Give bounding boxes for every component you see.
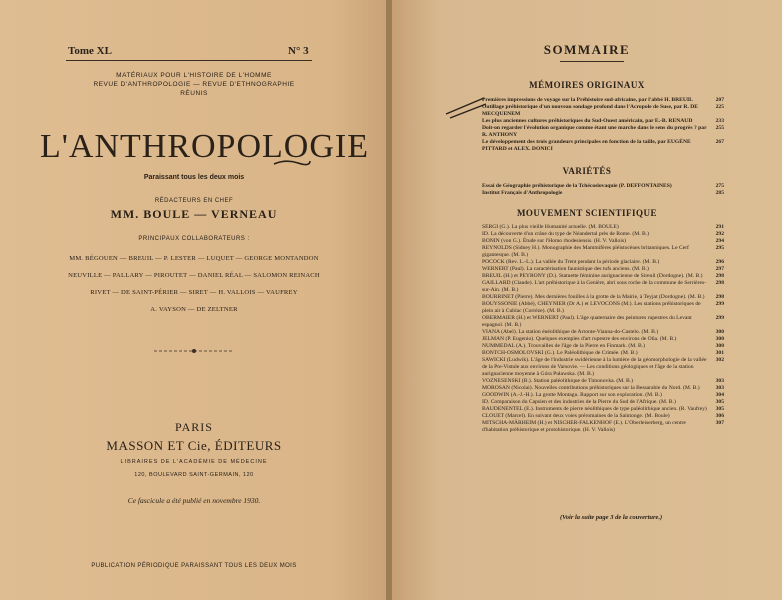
editors-label: RÉDACTEURS EN CHEF	[154, 198, 234, 204]
issue-number: N° 3	[288, 45, 309, 57]
publisher-address: 120, BOULEVARD SAINT-GERMAIN, 120	[134, 472, 254, 478]
toc-entry-text: Institut Français d'Anthropologie	[482, 190, 563, 196]
toc-entry-text: BREUIL (H.) et PEYRONY (D.). Statuette féminine aurignacienne de Sireuil (Dordogne). (M. B.)	[482, 273, 703, 279]
toc-entry-text: ID. Comparaison du Capsien et des industries de la Pierre du Sud de l'Afrique. (M. B.)	[482, 399, 676, 405]
toc-entry	[482, 280, 724, 294]
toc-entry-text: SERGI (G.). La plus vieille Humanité actuelle. (M. BOULE)	[482, 224, 619, 230]
toc-entry-page: 301	[715, 350, 724, 356]
toc-entry-page: 305	[715, 399, 724, 405]
city: PARIS	[175, 420, 213, 434]
publisher: MASSON ET Cie, ÉDITEURS	[106, 438, 282, 453]
publication-note: Ce fascicule a été publié en novembre 1930.	[127, 496, 261, 505]
toc-entry-text: ID. La découverte d'un crâne du type de Néandertal près de Rome. (M. B.)	[482, 231, 650, 237]
toc-entry-page: 255	[715, 125, 724, 131]
toc-entry-text: BOUYSSONIE (Abbé), CHEYNIER (Dr A.) et LEVOCONS (M.). Les stations préhistoriques de plein air à Cublac (Corrèze). (M. B.)	[482, 301, 701, 314]
toc-entry	[482, 224, 724, 231]
toc-entry	[482, 118, 724, 125]
toc-entry-text: JELMAN (P. Eugenio). Quelques exemples d'art rupestre des environs de Oña. (M. B.)	[482, 336, 677, 342]
toc-entry-text: Les plus anciennes cultures préhistoriques du Sud-Ouest américain, par E.-B. RENAUD	[482, 118, 693, 124]
toc-entry	[482, 392, 724, 399]
toc-entry-page: 305	[715, 406, 724, 412]
toc-entry	[482, 357, 724, 378]
subtitle-line-1: MATÉRIAUX POUR L'HISTOIRE DE L'HOMME	[116, 72, 272, 79]
toc-entry-page: 300	[715, 343, 724, 349]
toc-entry-page: 207	[715, 97, 724, 103]
frequency-text: Paraissant tous les deux mois	[143, 174, 245, 181]
pen-check-mark	[444, 94, 488, 120]
toc-entry-page: 303	[715, 385, 724, 391]
mouvement-list	[482, 224, 724, 434]
section-title-varietes: VARIÉTÉS	[562, 166, 612, 176]
sommaire-heading: SOMMAIRE	[543, 42, 631, 57]
section-title-mouvement: MOUVEMENT SCIENTIFIQUE	[516, 208, 658, 218]
toc-entry-page: 299	[715, 315, 724, 321]
toc-entry	[482, 336, 724, 343]
heading-rule	[560, 61, 624, 62]
toc-entry-text: BOURRINET (Pierre). Mes dernières fouilles à la grotte de la Mairie, à Teyjat (Dordogne). (M. B.)	[482, 294, 705, 300]
toc-entry-text: GAILLARD (Claude). L'art préhistorique à la Genière, abri sous roche de la commune de Serrières-sur-Ain. (M. B.)	[482, 280, 707, 293]
toc-entry-page: 302	[715, 357, 724, 363]
toc-entry	[482, 139, 724, 153]
toc-entry-page: 295	[715, 245, 724, 251]
toc-entry-text: SAWICKI (Ludwik). L'âge de l'industrie swidérienne à la lumière de la géomorphologie de la vallée de la Pre-Vistule aux environs de Varsovie. — Les conditions géologiques et l'âge de la station aurignacienne moyenne à Góra Puławska. (M. B.)	[482, 357, 707, 377]
toc-entry-text: NUMMEDAL (A.). Trouvailles de l'âge de la Pierre en Finmark. (M. B.)	[482, 343, 645, 349]
toc-entry-page: 285	[715, 190, 724, 196]
toc-entry	[482, 245, 724, 259]
toc-entry-text: BAUDENENTEL (E.). Instruments de pierre néolithiques de type paléolithique ancien. (R. Vaufrey)	[482, 406, 707, 412]
toc-entry	[482, 413, 724, 420]
toc-entry	[482, 420, 724, 434]
ornament-divider	[154, 348, 234, 354]
toc-entry	[482, 329, 724, 336]
toc-entry-text: BONTCH-OSMOLOVSKI (G.). Le Paléolithique de Crimée. (M. B.)	[482, 350, 638, 356]
toc-entry-text: VOZNESENSKI (B.). Station paléolithique de Timonovka. (M. B.)	[482, 378, 634, 384]
toc-entry-page: 303	[715, 378, 724, 384]
toc-entry-text: MITSCHA-MÄRHEIM (H.) et NISCHER-FALKENHOF (E.). L'Oberleiserberg, un centre d'habitation préhistorique et protohistorique. (H. V. Vallois)	[482, 420, 686, 433]
toc-entry	[482, 343, 724, 350]
toc-entry	[482, 125, 724, 139]
section-title-memoires: MÉMOIRES ORIGINAUX	[529, 80, 645, 90]
toc-entry-text: Doit-on regarder l'évolution organique comme étant une marche dans le sens du progrès ? par R. ANTHONY	[482, 125, 707, 138]
toc-entry-text: GOODWIN (A.-J.-H.). La grotte Montagu. Rapport sur son exploration. (M. B.)	[482, 392, 662, 398]
toc-entry	[482, 315, 724, 329]
toc-entry	[482, 301, 724, 315]
toc-entry-text: REYNOLDS (Sidney H.). Monographie des Mammifères pléistocènes britanniques. Le Cerf gigantesque. (M. B.)	[482, 245, 689, 258]
toc-entry-page: 300	[715, 329, 724, 335]
toc-entry-text: OBERMAIER (H.) et WERNERT (Paul). L'âge quaternaire des peintures rupestres du Levant espagnol. (M. B.)	[482, 315, 692, 328]
collaborators-line: RIVET — DE SAINT-PÉRIER — SIRET — H. VALLOIS — VAUFREY	[90, 289, 298, 296]
toc-entry	[482, 183, 724, 190]
toc-entry-text: BONIN (von G.). Étude sur l'Homo rhodesiensis. (H. V. Vallois)	[482, 238, 626, 244]
toc-entry-page: 267	[715, 139, 724, 145]
toc-entry-text: Premières impressions de voyage sur la Préhistoire sud-africaine, par l'abbé H. BREUIL	[482, 97, 693, 103]
toc-entry-page: 298	[715, 280, 724, 286]
toc-entry-page: 292	[715, 231, 724, 237]
toc-entry-text: Outillage préhistorique d'un nouveau sondage profond dans l'Acropole de Suse, par R. DE MECQUENEM	[482, 104, 699, 117]
toc-entry-page: 307	[715, 420, 724, 426]
toc-entry	[482, 104, 724, 118]
toc-entry-page: 225	[715, 104, 724, 110]
subtitle-line-2: REVUE D'ANTHROPOLOGIE — REVUE D'ETHNOGRAPHIE	[93, 81, 295, 88]
toc-entry-page: 298	[715, 273, 724, 279]
toc-entry-page: 306	[715, 413, 724, 419]
toc-entry	[482, 406, 724, 413]
toc-entry-page: 233	[715, 118, 724, 124]
pen-underline-mark	[272, 155, 312, 169]
toc-entry-page: 294	[715, 238, 724, 244]
footer-text: PUBLICATION PÉRIODIQUE PARAISSANT TOUS LES DEUX MOIS	[91, 563, 297, 569]
publisher-subtitle: LIBRAIRES DE L'ACADÉMIE DE MÉDECINE	[120, 459, 268, 465]
toc-entry	[482, 273, 724, 280]
cover-page	[0, 0, 388, 600]
memoires-list	[482, 97, 724, 153]
header-rule	[66, 60, 312, 61]
collaborators-line: MM. BÉGOUEN — BREUIL — P. LESTER — LUQUET — GEORGE MONTANDON	[69, 255, 319, 262]
toc-entry-page: 299	[715, 301, 724, 307]
tome-label: Tome XL	[68, 45, 112, 57]
toc-entry-page: 296	[715, 259, 724, 265]
toc-entry-text: Le développement des trois grandeurs principales en fonction de la taille, par EUGÈNE PITTARD et ALEX. DONICI	[482, 139, 691, 152]
toc-entry-text: CLOUET (Marcel). En suivant deux voies préromaines de la Saintonge. (M. Boule)	[482, 413, 670, 419]
toc-entry	[482, 399, 724, 406]
collaborators-line: NEUVILLE — PALLARY — PIROUTET — DANIEL RÉAL — SALOMON REINACH	[68, 272, 320, 279]
toc-entry-page: 275	[715, 183, 724, 189]
toc-entry-text: MOROSAN (Nicolai). Nouvelles contributions préhistoriques sur la Bessarabie du Nord. (M. B.)	[482, 385, 700, 391]
toc-entry	[482, 97, 724, 104]
collaborators-list	[40, 250, 348, 318]
collaborators-line: A. VAYSON — DE ZELTNER	[150, 306, 238, 313]
toc-entry-page: 300	[715, 336, 724, 342]
toc-entry-text: WERNERT (Paul). La caractérisation faunistique des tufs anciens. (M. B.)	[482, 266, 649, 272]
editors-names: MM. BOULE — VERNEAU	[110, 207, 278, 221]
toc-entry	[482, 378, 724, 385]
toc-entry	[482, 231, 724, 238]
toc-entry-page: 291	[715, 224, 724, 230]
toc-entry	[482, 266, 724, 273]
journal-title: L'ANTHROPOLOGIE	[40, 128, 369, 165]
toc-entry-page: 304	[715, 392, 724, 398]
toc-entry	[482, 190, 724, 197]
toc-entry-text: POCOCK (Rev. L.-L.). La vallée du Trent pendant la période glaciaire. (M. B.)	[482, 259, 660, 265]
toc-entry	[482, 238, 724, 245]
toc-entry	[482, 259, 724, 266]
collaborators-label: PRINCIPAUX COLLABORATEURS :	[138, 236, 250, 242]
subtitle-line-3: RÉUNIS	[180, 90, 208, 97]
toc-entry-page: 297	[715, 266, 724, 272]
continued-note: (Voir la suite page 3 de la couverture.)	[560, 514, 663, 521]
varietes-list	[482, 183, 724, 197]
toc-entry-page: 298	[715, 294, 724, 300]
toc-entry	[482, 385, 724, 392]
toc-entry	[482, 294, 724, 301]
toc-entry	[482, 350, 724, 357]
toc-entry-text: VIANA (Abel). La station énéolithique de Arronte-Vianna-do-Castelo. (M. B.)	[482, 329, 659, 335]
toc-entry-text: Essai de Géographie préhistorique de la Tchécoslovaquie (P. DEFFONTAINES)	[482, 183, 672, 189]
